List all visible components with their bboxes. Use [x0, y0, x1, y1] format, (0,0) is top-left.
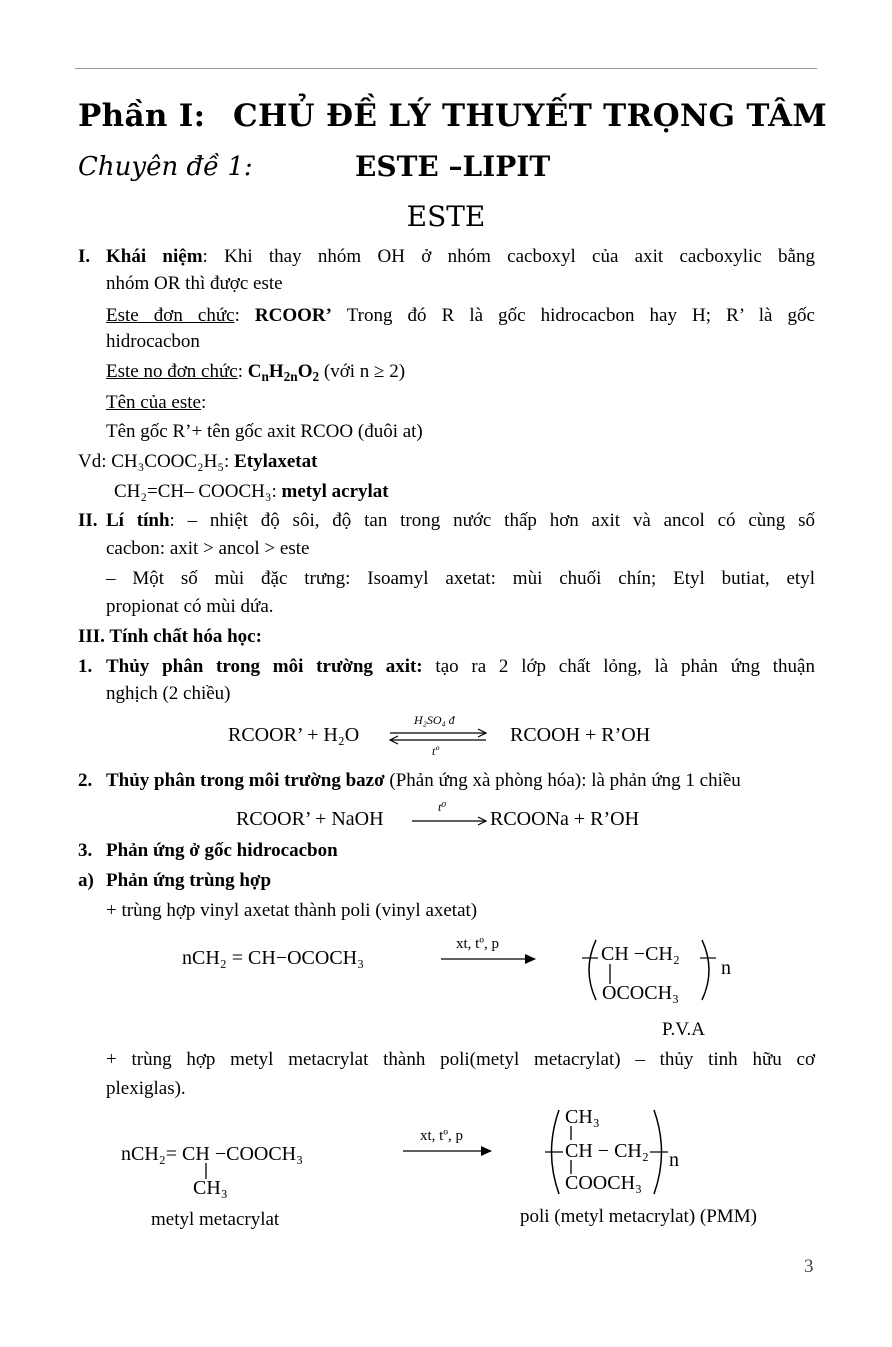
r1-line1: Thủy phân trong môi trường axit: tạo ra 2 lớp chất lỏng, là phản ứng thuận — [106, 656, 815, 677]
ra-title: Phản ứng trùng hợp — [106, 870, 272, 891]
pva-left-paren — [580, 938, 600, 1002]
pmm-monomer-methyl: CH₃ — [193, 1177, 228, 1199]
pmm-n: n — [669, 1149, 679, 1171]
este-don-chuc-line2: hidrocacbon — [106, 331, 200, 352]
eq2-right: RCOONa + R’OH — [490, 808, 640, 830]
s2-line4: propionat có mùi dứa. — [106, 596, 274, 617]
eq1-left: RCOOR’ + H₂O — [228, 724, 360, 746]
pva-side-group: OCOCH₃ — [602, 982, 679, 1004]
r1-line2: nghịch (2 chiều) — [106, 683, 231, 704]
s1-num: I. — [78, 246, 91, 267]
pmm-chain: CH − CH₂ — [565, 1140, 649, 1162]
r2-num: 2. — [78, 770, 93, 791]
section-title: ESTE — [406, 200, 486, 233]
s2-line2: cacbon: axit > ancol > este — [106, 538, 310, 559]
pmm-polymer-name: poli (metyl metacrylat) (PMM) — [520, 1206, 757, 1227]
pva-chain: CH −CH₂ — [601, 943, 680, 965]
r1-num: 1. — [78, 656, 93, 677]
pmm-ester-group: COOCH₃ — [565, 1172, 642, 1194]
pva-condition: xt, tº, p — [456, 936, 499, 952]
r3-num: 3. — [78, 840, 93, 861]
ten-este-rule: Tên gốc R’+ tên gốc axit RCOO (đuôi at) — [106, 421, 423, 442]
s1-line1: Khái niệm: Khi thay nhóm OH ở nhóm cacboxyl của axit cacboxylic bằng — [106, 246, 815, 267]
eq1-bottom: tº — [432, 744, 440, 758]
part-title: CHỦ ĐỀ LÝ THUYẾT TRỌNG TÂM — [233, 98, 828, 134]
r3-title: Phản ứng ở gốc hidrocacbon — [106, 840, 338, 861]
pmm-right-paren — [650, 1108, 670, 1196]
pva-monomer: nCH₂ = CH−OCOCH₃ — [182, 947, 365, 969]
ten-este-label: Tên của este: — [106, 392, 207, 413]
vd-line2: CH₂=CH– COOCH₃: metyl acrylat — [114, 481, 389, 502]
pmm-methyl: CH₃ — [565, 1106, 600, 1128]
vd-line1: Vd: CH₃COOC₂H₅: Etylaxetat — [78, 451, 318, 472]
pva-n: n — [721, 957, 731, 979]
topic-title: ESTE –LIPIT — [355, 150, 551, 183]
s2-line3: – Một số mùi đặc trưng: Isoamyl axetat: mùi chuối chín; Etyl butiat, etyl — [106, 568, 815, 589]
r2-line1: Thủy phân trong môi trường bazơ (Phản ứng xà phòng hóa): là phản ứng 1 chiều — [106, 770, 741, 791]
pmm-intro-1: + trùng hợp metyl metacrylat thành poli(metyl metacrylat) – thủy tinh hữu cơ — [106, 1049, 815, 1070]
este-no-don-chuc: Este no đơn chức: $C_nH_{2n}O_2$ (với n ≥ 2) — [106, 361, 406, 384]
pmm-monomer: nCH₂= CH −COOCH₃ — [121, 1143, 304, 1165]
eq2-top: t⁰ — [438, 800, 447, 814]
pva-name: P.V.A — [662, 1019, 705, 1040]
pva-intro: + trùng hợp vinyl axetat thành poli (vinyl axetat) — [106, 900, 478, 921]
pva-arrow — [441, 953, 537, 965]
pmm-condition: xt, tº, p — [420, 1128, 463, 1144]
header-rule — [75, 68, 817, 69]
s2-line1: Lí tính: – nhiệt độ sôi, độ tan trong nước thấp hơn axit và ancol có cùng số — [106, 510, 815, 531]
chuyen-de-label: Chuyên đề 1: — [78, 152, 253, 182]
page-number: 3 — [804, 1256, 814, 1277]
part-label: Phần I: — [78, 98, 206, 134]
pmm-monomer-name: metyl metacrylat — [151, 1209, 280, 1230]
eq1-top: H₂SO₄ đ — [414, 713, 455, 727]
s1-line2: nhóm OR thì được este — [106, 273, 283, 294]
pmm-arrow — [403, 1145, 493, 1157]
eq1-right: RCOOH + R’OH — [510, 724, 651, 746]
pmm-left-paren — [543, 1108, 563, 1196]
s2-num: II. — [78, 510, 98, 531]
eq2-left: RCOOR’ + NaOH — [236, 808, 384, 830]
s3-title: III. Tính chất hóa học: — [78, 626, 262, 647]
este-don-chuc: Este đơn chức: RCOOR’ Trong đó R là gốc hidrocacbon hay H; R’ là gốc — [106, 305, 815, 326]
ra-num: a) — [78, 870, 94, 891]
pmm-intro-2: plexiglas). — [106, 1078, 186, 1099]
forward-arrow — [412, 815, 488, 827]
pva-right-paren — [698, 938, 718, 1002]
